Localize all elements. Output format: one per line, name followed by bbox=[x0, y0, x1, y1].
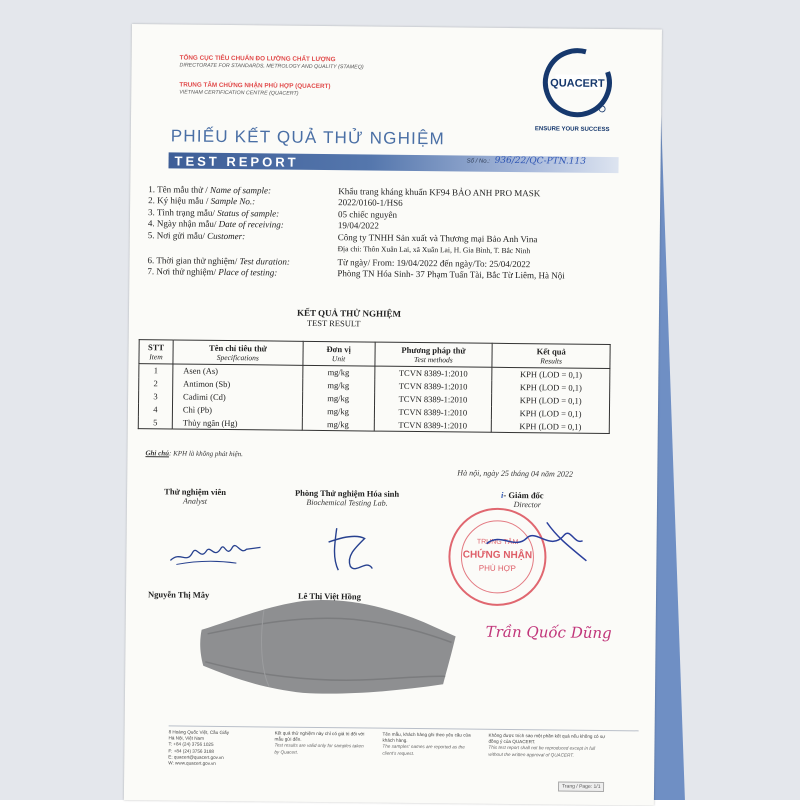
director-title: i- Giám đốc bbox=[501, 490, 544, 500]
report-number-label: Số / No.: bbox=[467, 159, 490, 165]
centre-name-en: VIETNAM CERTIFICATION CENTRE (QUACERT) bbox=[179, 89, 298, 96]
info-num: 2. bbox=[148, 196, 155, 206]
agency-name-en: DIRECTORATE FOR STANDARDS, METROLOGY AND QUALITY (STAMEQ) bbox=[180, 63, 364, 71]
table-row: 4 Chì (Pb) mg/kg TCVN 8389-1:2010 KPH (LOD = 0,1) bbox=[138, 403, 609, 421]
director-title-en: Director bbox=[511, 500, 544, 509]
info-label-en: Place of testing: bbox=[218, 267, 277, 278]
info-label-vn: Thời gian thử nghiệm/ bbox=[156, 255, 237, 266]
analyst-name: Nguyễn Thị Mây bbox=[148, 589, 209, 600]
table-row: 5 Thủy ngân (Hg) mg/kg TCVN 8389-1:2010 KPH (LOD = 0,1) bbox=[138, 416, 609, 434]
lab-head-name: Lê Thị Việt Hồng bbox=[298, 591, 361, 602]
info-label-vn: Nơi thử nghiệm/ bbox=[156, 267, 216, 278]
footer-reproduction-note: Không được trích sao một phần kết quả nếu không có sự đồng ý của QUACERT. This test report shall not be reproduced except in full without the written approval of QUACERT. bbox=[488, 733, 608, 759]
info-label-en: Test duration: bbox=[239, 256, 290, 267]
info-num: 6. bbox=[147, 255, 154, 265]
quacert-logo bbox=[541, 46, 614, 119]
footer-naming-note: Tên mẫu, khách hàng ghi theo yêu cầu của khách hàng. The samples' names are reported as the client's request. bbox=[382, 732, 472, 758]
column-header-item: STT Item bbox=[139, 340, 173, 364]
footer-divider bbox=[169, 725, 639, 731]
info-label-vn: Nơi gửi mẫu/ bbox=[157, 230, 205, 241]
results-note bbox=[145, 449, 243, 458]
info-label-en: Sample No.: bbox=[211, 196, 256, 206]
page-number: Trang / Page: 1/1 bbox=[558, 782, 605, 792]
info-num: 3. bbox=[148, 207, 155, 217]
sample-info-list bbox=[147, 184, 148, 278]
info-num: 1. bbox=[148, 184, 155, 194]
lab-title-en: Biochemical Testing Lab. bbox=[267, 497, 427, 508]
info-value: 2022/0160-1/HS6 bbox=[338, 198, 403, 210]
info-label-vn: Tên mẫu thử / bbox=[157, 184, 208, 195]
test-report-sheet bbox=[124, 24, 662, 806]
analyst-title: Thử nghiệm viên bbox=[155, 486, 235, 497]
note-text: : KPH là không phát hiện. bbox=[169, 449, 243, 458]
info-num: 4. bbox=[148, 218, 155, 228]
table-row: 2 Antimon (Sb) mg/kg TCVN 8389-1:2010 KPH (LOD = 0,1) bbox=[139, 377, 610, 395]
info-num: 5. bbox=[148, 230, 155, 240]
info-label-en: Date of receiving: bbox=[219, 219, 284, 230]
mask-sample-photo bbox=[193, 590, 464, 703]
results-table bbox=[138, 339, 611, 434]
logo-text: QUACERT bbox=[550, 77, 605, 90]
info-label-vn: Tình trạng mẫu/ bbox=[157, 207, 215, 218]
column-header-result: Kết quả Results bbox=[492, 343, 610, 368]
customer-address: Địa chỉ: Thôn Xuân Lai, xã Xuân Lai, H. Gia Bình, T. Bắc Ninh bbox=[338, 243, 531, 256]
info-label-en: Status of sample: bbox=[217, 208, 279, 219]
report-date: Hà nội, ngày 25 tháng 04 năm 2022 bbox=[457, 468, 573, 478]
centre-name-vn: TRUNG TÂM CHỨNG NHẬN PHÙ HỢP (QUACERT) bbox=[179, 81, 330, 90]
info-label-en: Name of sample: bbox=[210, 185, 271, 196]
results-title-en: TEST RESULT bbox=[307, 318, 361, 329]
report-number-value: 936/22/QC-PTN.113 bbox=[495, 156, 587, 167]
info-value: Công ty TNHH Sản xuất và Thương mại Bảo Anh Vina bbox=[338, 232, 538, 245]
stamp-text-bot: PHÙ HỢP bbox=[479, 564, 516, 573]
lab-block bbox=[267, 487, 427, 508]
column-header-spec: Tên chỉ tiêu thử Specifications bbox=[173, 340, 303, 365]
lab-signature bbox=[316, 522, 397, 579]
report-title-vn: PHIẾU KẾT QUẢ THỬ NGHIỆM bbox=[171, 126, 445, 149]
column-header-method: Phương pháp thử Test methods bbox=[374, 342, 492, 367]
stamp-text-mid: CHỨNG NHẬN bbox=[463, 547, 533, 561]
column-header-unit: Đơn vị Unit bbox=[303, 341, 375, 366]
info-num: 7. bbox=[147, 267, 154, 277]
analyst-block bbox=[155, 486, 235, 506]
info-label-vn: Ngày nhận mẫu/ bbox=[157, 218, 217, 229]
results-title-vn: KẾT QUẢ THỬ NGHIỆM bbox=[297, 308, 401, 319]
director-name: Trần Quốc Dũng bbox=[486, 623, 612, 642]
info-value: 05 chiếc nguyên bbox=[338, 209, 397, 221]
analyst-signature bbox=[166, 524, 276, 570]
report-title-en: TEST REPORT bbox=[174, 153, 298, 169]
table-row: 3 Cadimi (Cd) mg/kg TCVN 8389-1:2010 KPH (LOD = 0,1) bbox=[139, 390, 610, 408]
info-value: Phòng TN Hóa Sinh- 37 Phạm Tuấn Tài, Bắc Từ Liêm, Hà Nội bbox=[337, 269, 564, 283]
table-row: 1 Asen (As) mg/kg TCVN 8389-1:2010 KPH (LOD = 0,1) bbox=[139, 364, 610, 382]
info-label-vn: Ký hiệu mẫu / bbox=[157, 196, 208, 207]
agency-name-vn: TỔNG CỤC TIÊU CHUẨN ĐO LƯỜNG CHẤT LƯỢNG bbox=[180, 55, 336, 64]
info-value: Từ ngày/ From: 19/04/2022 đến ngày/To: 25/04/2022 bbox=[337, 257, 530, 270]
lab-title: Phòng Thử nghiệm Hóa sinh bbox=[267, 487, 427, 499]
footer-address: 8 Hoàng Quốc Việt, Cầu Giấy Hà Nội, Việt Nam T: +84 (24) 3756 1025 F: +84 (24) 3756 3188 E: quacert@quacert.gov.vn W: www.quacert.gov.vn bbox=[168, 729, 229, 767]
director-signature bbox=[466, 514, 597, 571]
footer-validity-note: Kết quả thử nghiệm này chỉ có giá trị đối với mẫu gửi đến. Test results are valid only for samples taken by Quacert. bbox=[274, 731, 364, 757]
stamp-text-top: TRUNG TÂM bbox=[477, 537, 519, 546]
logo-slogan: ENSURE YOUR SUCCESS bbox=[535, 126, 610, 133]
info-value: 19/04/2022 bbox=[338, 220, 379, 232]
info-label-en: Customer: bbox=[207, 230, 245, 240]
analyst-title-en: Analyst bbox=[155, 496, 235, 506]
note-label: Ghi chú bbox=[145, 449, 169, 457]
info-value: Khẩu trang kháng khuẩn KF94 BẢO ANH PRO MASK bbox=[338, 186, 540, 200]
